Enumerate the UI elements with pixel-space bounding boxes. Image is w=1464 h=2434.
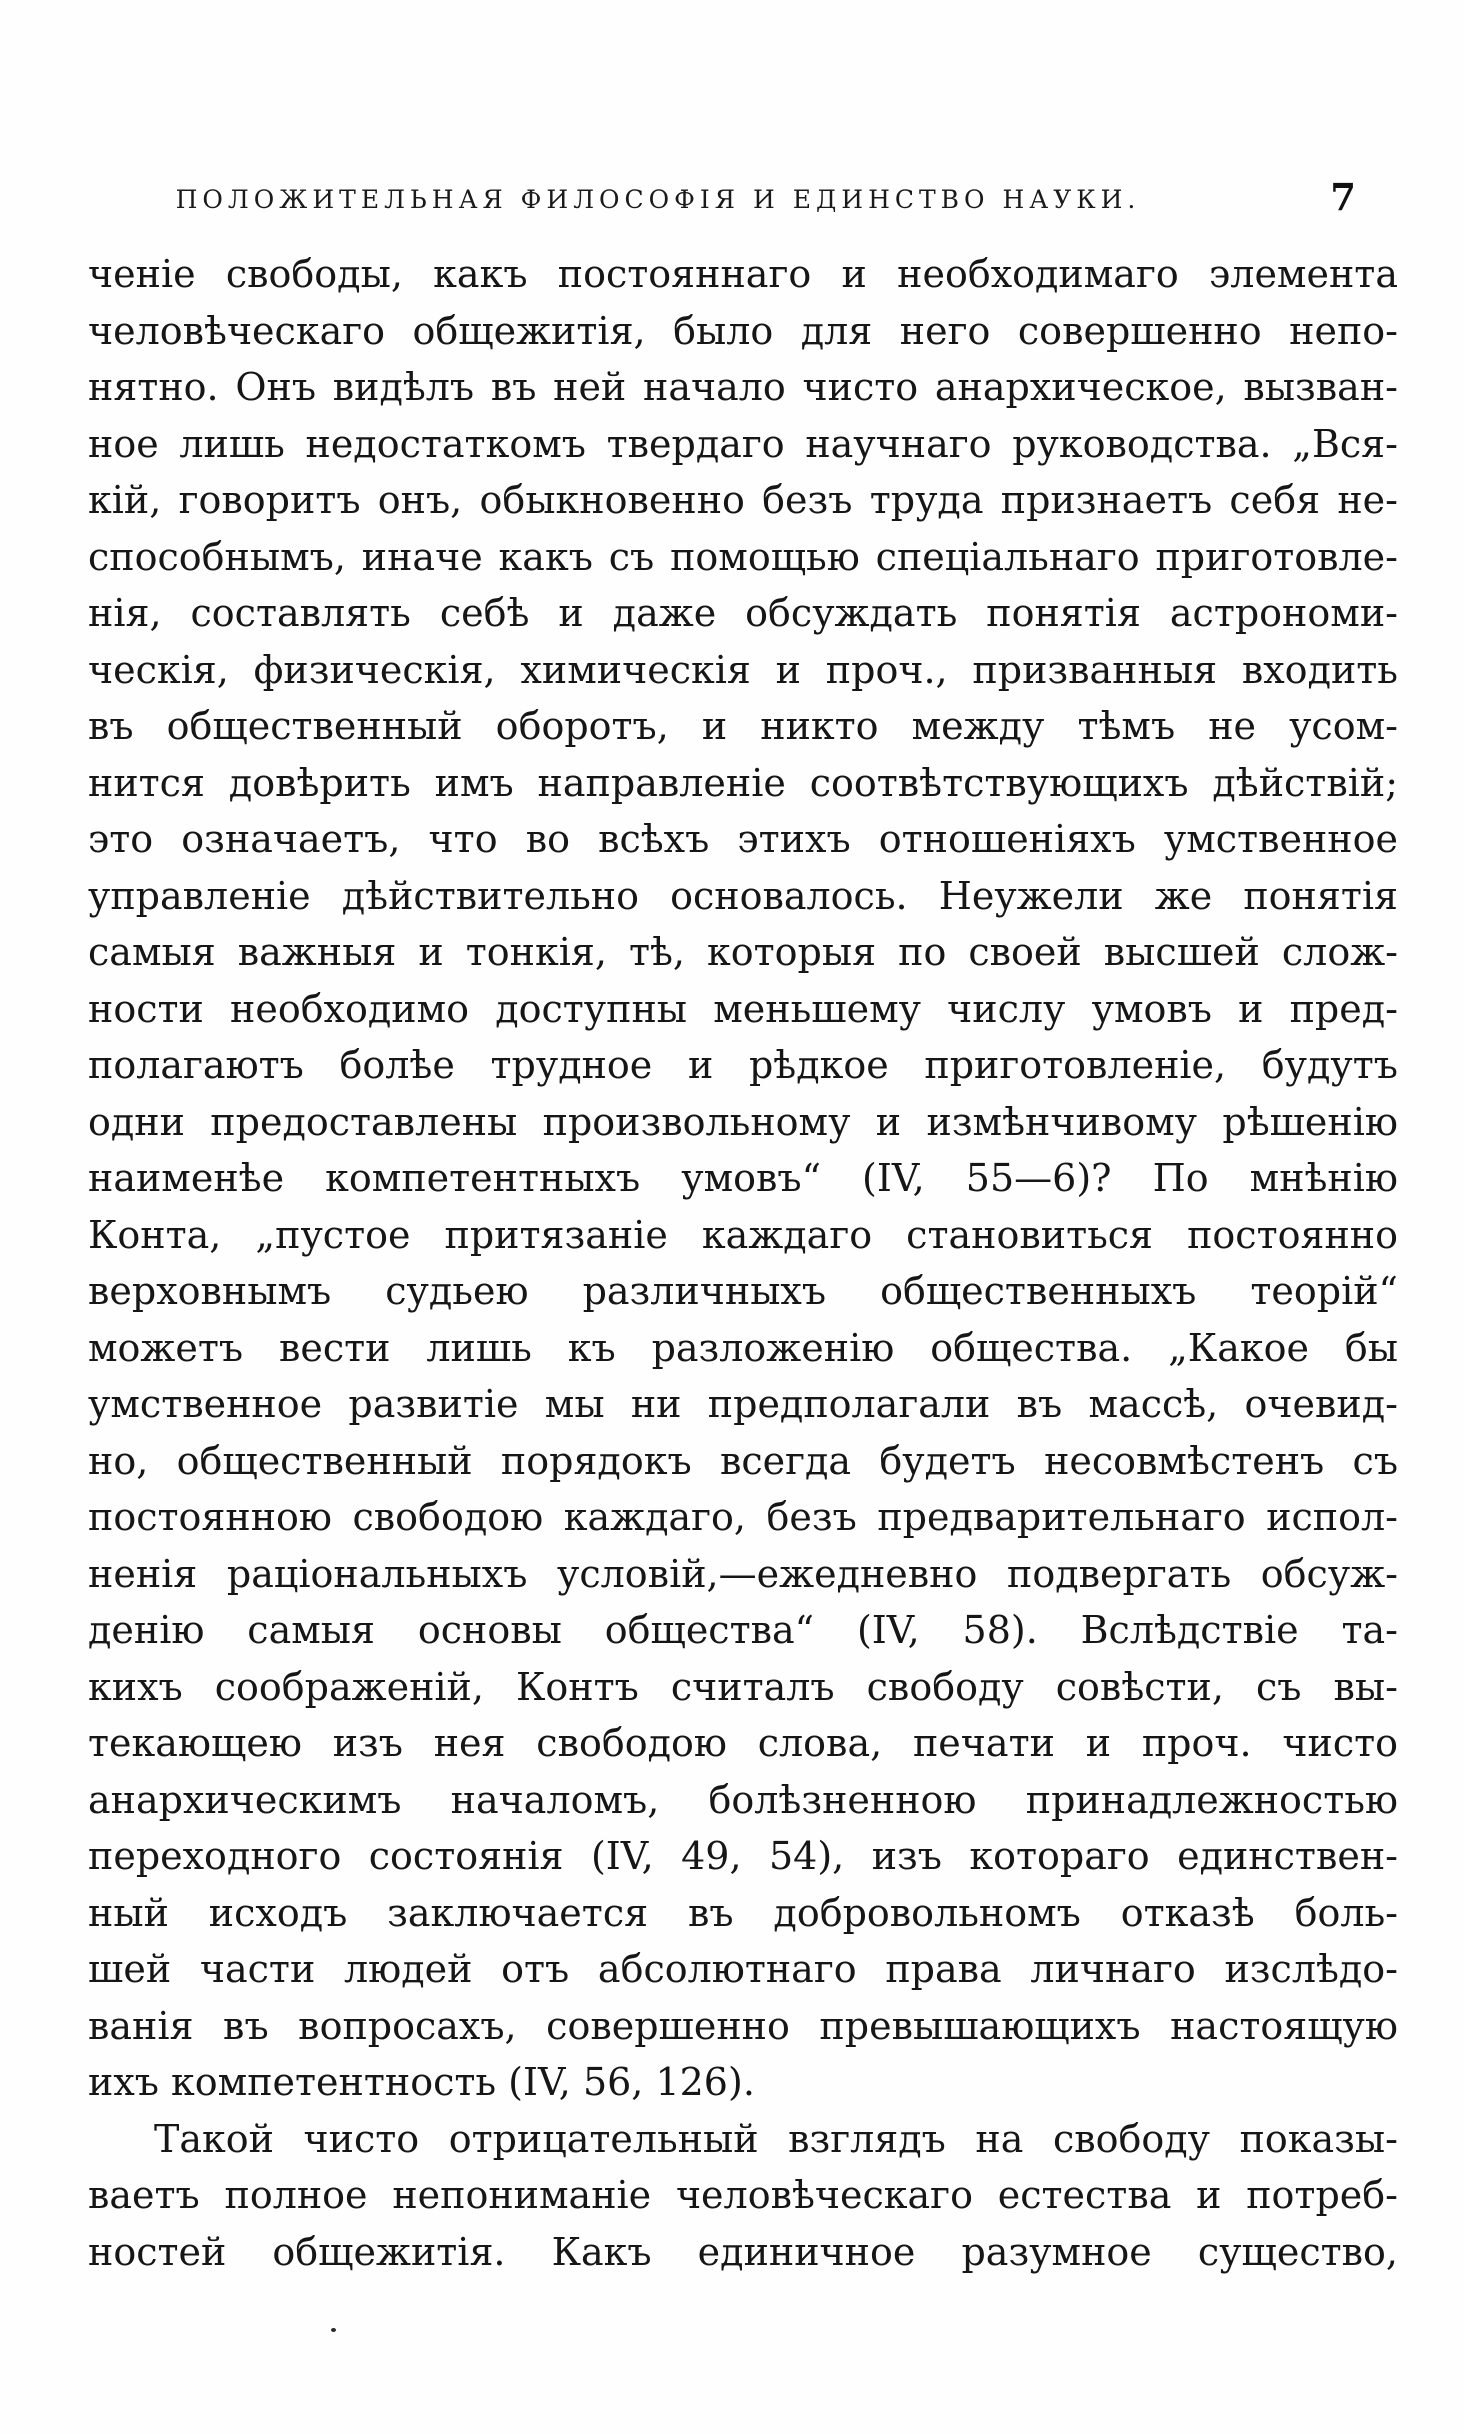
text-line: переходного состоянія (IV, 49, 54), изъ котораго единствен- bbox=[88, 1834, 1398, 1878]
text-line: одни предоставлены произвольному и измѣнчивому рѣшенію bbox=[88, 1099, 1398, 1144]
text-line: въ общественный оборотъ, и никто между тѣмъ не усом- bbox=[88, 704, 1398, 748]
text-line: текающею изъ нея свободою слова, печати и проч. чисто bbox=[88, 1721, 1398, 1765]
text-line: ихъ компетентность (IV, 56, 126). bbox=[88, 2060, 755, 2104]
text-line: человѣческаго общежитія, было для него совершенно непо- bbox=[88, 308, 1398, 353]
text-line: денію самыя основы общества“ (IV, 58). Вслѣдствіе та- bbox=[88, 1608, 1398, 1652]
paragraph-2 bbox=[88, 2111, 1398, 2281]
text-line: Такой чисто отрицательный взглядъ на свободу показы- bbox=[154, 2116, 1398, 2161]
text-line: анархическимъ началомъ, болѣзненною принадлежностью bbox=[88, 1777, 1398, 1822]
text-line: ное лишь недостаткомъ твердаго научнаго руководства. „Вся- bbox=[88, 421, 1398, 466]
text-line: ченіе свободы, какъ постояннаго и необходимаго элемента bbox=[88, 252, 1398, 296]
text-line: способнымъ, иначе какъ съ помощью спеціальнаго приготовле- bbox=[88, 534, 1398, 579]
text-line: ности необходимо доступны меньшему числу умовъ и пред- bbox=[88, 986, 1398, 1031]
text-line: но, общественный порядокъ всегда будетъ несовмѣстенъ съ bbox=[88, 1438, 1398, 1483]
text-line: можетъ вести лишь къ разложенію общества. „Какое бы bbox=[88, 1325, 1398, 1370]
text-line: ваетъ полное непониманіе человѣческаго естества и потреб- bbox=[88, 2173, 1398, 2217]
text-line: кій, говоритъ онъ, обыкновенно безъ труда признаетъ себя не- bbox=[88, 478, 1398, 522]
text-line: кихъ соображеній, Контъ считалъ свободу совѣсти, съ вы- bbox=[88, 1664, 1398, 1709]
text-line: ный исходъ заключается въ добровольномъ отказѣ боль- bbox=[88, 1890, 1398, 1935]
text-line: ческія, физическія, химическія и проч., призванныя входить bbox=[88, 647, 1398, 692]
scan-speck bbox=[331, 2328, 336, 2332]
text-line: ностей общежитія. Какъ единичное разумное существо, bbox=[88, 2229, 1398, 2274]
body-text bbox=[88, 246, 1398, 2280]
text-line: нится довѣрить имъ направленіе соотвѣтствующихъ дѣйствій; bbox=[88, 760, 1398, 805]
text-line: верховнымъ судьею различныхъ общественныхъ теорій“ bbox=[88, 1269, 1398, 1313]
page-number: 7 bbox=[1330, 175, 1356, 219]
running-title: ПОЛОЖИТЕЛЬНАЯ ФИЛОСОФІЯ И ЕДИНСТВО НАУКИ. bbox=[175, 185, 1141, 214]
text-line: умственное развитіе мы ни предполагали въ массѣ, очевид- bbox=[88, 1382, 1398, 1426]
text-line: нія, составлять себѣ и даже обсуждать понятія астрономи- bbox=[88, 591, 1398, 635]
text-line: полагаютъ болѣе трудное и рѣдкое приготовленіе, будутъ bbox=[88, 1043, 1398, 1087]
page-header bbox=[88, 175, 1398, 227]
text-line: самыя важныя и тонкія, тѣ, которыя по своей высшей слож- bbox=[88, 930, 1398, 974]
paragraph-1 bbox=[88, 246, 1398, 2111]
text-line: нятно. Онъ видѣлъ въ ней начало чисто анархическое, вызван- bbox=[88, 365, 1398, 409]
text-line: ванія въ вопросахъ, совершенно превышающихъ настоящую bbox=[88, 2003, 1398, 2048]
text-line: управленіе дѣйствительно основалось. Неужели же понятія bbox=[88, 873, 1398, 918]
text-line: постоянною свободою каждаго, безъ предварительнаго испол- bbox=[88, 1495, 1398, 1539]
text-line: наименѣе компетентныхъ умовъ“ (IV, 55—6)? По мнѣнію bbox=[88, 1156, 1398, 1200]
text-line: это означаетъ, что во всѣхъ этихъ отношеніяхъ умственное bbox=[88, 817, 1398, 861]
text-line: шей части людей отъ абсолютнаго права личнаго изслѣдо- bbox=[88, 1947, 1398, 1991]
text-line: ненія раціональныхъ условій,—ежедневно подвергать обсуж- bbox=[88, 1551, 1398, 1596]
text-line: Конта, „пустое притязаніе каждаго становиться постоянно bbox=[88, 1212, 1398, 1257]
